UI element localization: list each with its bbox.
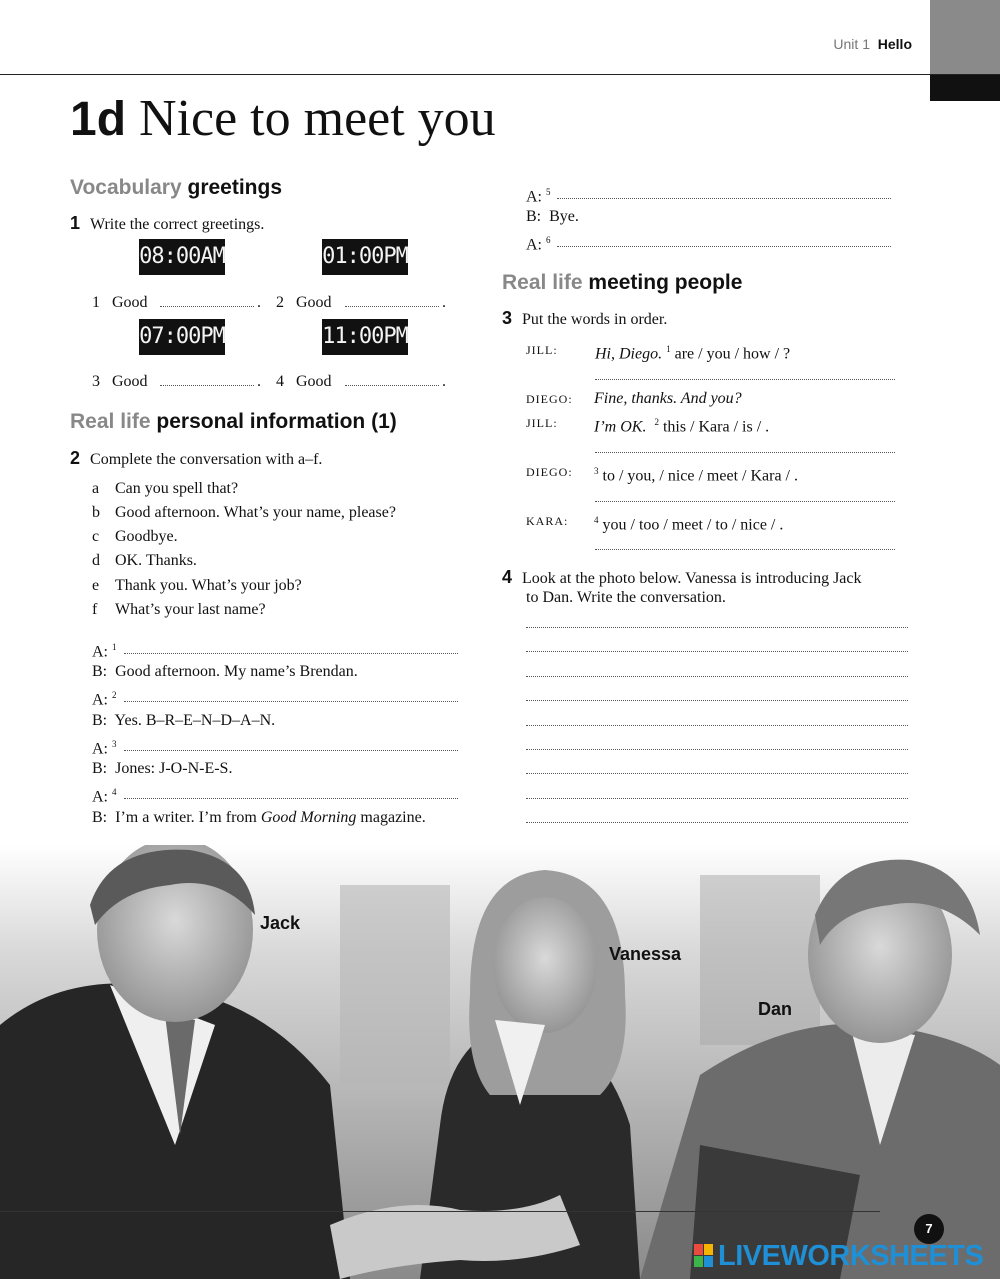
answer-field[interactable]: [595, 379, 895, 380]
liveworksheets-logo-icon: [694, 1244, 714, 1268]
speaker-diego: DIEGO:: [526, 465, 573, 479]
answer-field[interactable]: [124, 701, 458, 702]
exercise-number: 3: [502, 308, 513, 328]
dialogue-line: B: Good afternoon. My name’s Brendan.: [92, 663, 358, 680]
writing-line[interactable]: [526, 725, 908, 726]
exercise-3-header: [502, 308, 667, 329]
writing-line[interactable]: [526, 822, 908, 823]
speaker-diego: DIEGO:: [526, 392, 573, 406]
dialogue-line: B: Yes. B–R–E–N–D–A–N.: [92, 712, 276, 729]
meeting-line: $^4$ you / too / meet / to / nice / .: [594, 515, 784, 534]
exercise-instruction: Complete the conversation with a–f.: [90, 451, 323, 468]
vocab-heading-grey: Vocabulary: [70, 176, 182, 199]
exercise-2-header: [70, 448, 322, 469]
speaker-kara: KARA:: [526, 514, 569, 528]
dialogue-line: B: Jones: J-O-N-E-S.: [92, 760, 233, 777]
answer-field[interactable]: [160, 306, 254, 307]
unit-title: Hello: [877, 36, 912, 52]
dialogue-line: A: $^6$: [526, 235, 551, 254]
writing-line[interactable]: [526, 798, 908, 799]
header-rule: [0, 74, 1000, 75]
personal-heading: [70, 410, 397, 434]
meeting-line: Fine, thanks. And you?: [594, 390, 742, 407]
personal-heading-grey: Real life: [70, 410, 151, 433]
exercise-4-header: [502, 567, 862, 588]
meeting-heading: [502, 271, 742, 295]
vocab-heading-bold: greetings: [187, 176, 283, 199]
answer-field[interactable]: [557, 198, 891, 199]
dialogue-line: A: $^1$: [92, 642, 117, 661]
label-dan: Dan: [758, 999, 793, 1019]
clock-4: 11:00PM: [322, 319, 408, 355]
personal-heading-bold: personal information (1): [156, 410, 397, 433]
clock-1: 08:00AM: [139, 239, 225, 275]
option-f: f What’s your last name?: [92, 601, 266, 618]
speaker-jill: JILL:: [526, 343, 558, 357]
exercise-number: 4: [502, 567, 513, 587]
dialogue-line: A: $^5$: [526, 187, 551, 206]
answer-field[interactable]: [557, 246, 891, 247]
option-d: d OK. Thanks.: [92, 552, 197, 569]
header-tab-marker: [930, 74, 1000, 101]
writing-line[interactable]: [526, 700, 908, 701]
exercise-instruction: Look at the photo below. Vanessa is introducing Jack: [522, 570, 862, 587]
exercise-instruction: Put the words in order.: [522, 311, 668, 328]
greeting-item-2: 2 Good: [276, 294, 332, 311]
page-title: [70, 88, 496, 151]
page-number: 7: [914, 1214, 944, 1244]
meeting-line: Hi, Diego. $^1$ are / you / how / ?: [595, 344, 791, 363]
period: .: [442, 294, 446, 311]
answer-field[interactable]: [345, 385, 439, 386]
answer-field[interactable]: [124, 653, 458, 654]
lesson-number: 1d: [70, 93, 127, 146]
exercise-instruction: Write the correct greetings.: [90, 216, 265, 233]
dialogue-line: B: I’m a writer. I’m from Good Morning magazine.: [92, 809, 426, 826]
answer-field[interactable]: [124, 798, 458, 799]
writing-line[interactable]: [526, 773, 908, 774]
exercise-1-header: [70, 213, 264, 234]
clock-2: 01:00PM: [322, 239, 408, 275]
period: .: [257, 373, 261, 390]
answer-field[interactable]: [124, 750, 458, 751]
option-b: b Good afternoon. What’s your name, please?: [92, 504, 396, 521]
label-jack: Jack: [260, 913, 301, 933]
dialogue-line: B: Bye.: [526, 208, 579, 225]
meeting-line: I’m OK. $^2$ this / Kara / is / .: [594, 417, 770, 436]
speaker-jill: JILL:: [526, 416, 558, 430]
exercise-instruction-cont: to Dan. Write the conversation.: [526, 589, 726, 606]
handshake-photo: [0, 845, 1000, 1279]
label-vanessa: Vanessa: [609, 944, 682, 964]
liveworksheets-brand[interactable]: LIVEWORKSHEETS: [718, 1240, 984, 1272]
meeting-line: $^3$ to / you, / nice / meet / Kara / .: [594, 466, 798, 485]
period: .: [257, 294, 261, 311]
footer-rule: [0, 1211, 880, 1212]
greeting-item-1: 1 Good: [92, 294, 148, 311]
option-e: e Thank you. What’s your job?: [92, 577, 302, 594]
answer-field[interactable]: [595, 501, 895, 502]
photo-illustration: [0, 845, 1000, 1279]
dialogue-line: A: $^4$: [92, 787, 117, 806]
option-a: a Can you spell that?: [92, 480, 239, 497]
dialogue-line: A: $^2$: [92, 690, 117, 709]
unit-label: [833, 36, 912, 52]
exercise-number: 2: [70, 448, 81, 468]
header-tab: [930, 0, 1000, 74]
answer-field[interactable]: [595, 452, 895, 453]
answer-field[interactable]: [595, 549, 895, 550]
greeting-item-4: 4 Good: [276, 373, 332, 390]
vocab-heading: [70, 176, 282, 200]
exercise-number: 1: [70, 213, 81, 233]
dialogue-line: A: $^3$: [92, 739, 117, 758]
period: .: [442, 373, 446, 390]
clock-3: 07:00PM: [139, 319, 225, 355]
writing-line[interactable]: [526, 651, 908, 652]
lesson-title: Nice to meet you: [139, 90, 496, 147]
option-c: c Goodbye.: [92, 528, 178, 545]
answer-field[interactable]: [345, 306, 439, 307]
writing-line[interactable]: [526, 676, 908, 677]
writing-line[interactable]: [526, 627, 908, 628]
meeting-heading-bold: meeting people: [588, 271, 743, 294]
meeting-heading-grey: Real life: [502, 271, 583, 294]
unit-number: Unit 1: [833, 36, 870, 52]
greeting-item-3: 3 Good: [92, 373, 148, 390]
writing-line[interactable]: [526, 749, 908, 750]
answer-field[interactable]: [160, 385, 254, 386]
